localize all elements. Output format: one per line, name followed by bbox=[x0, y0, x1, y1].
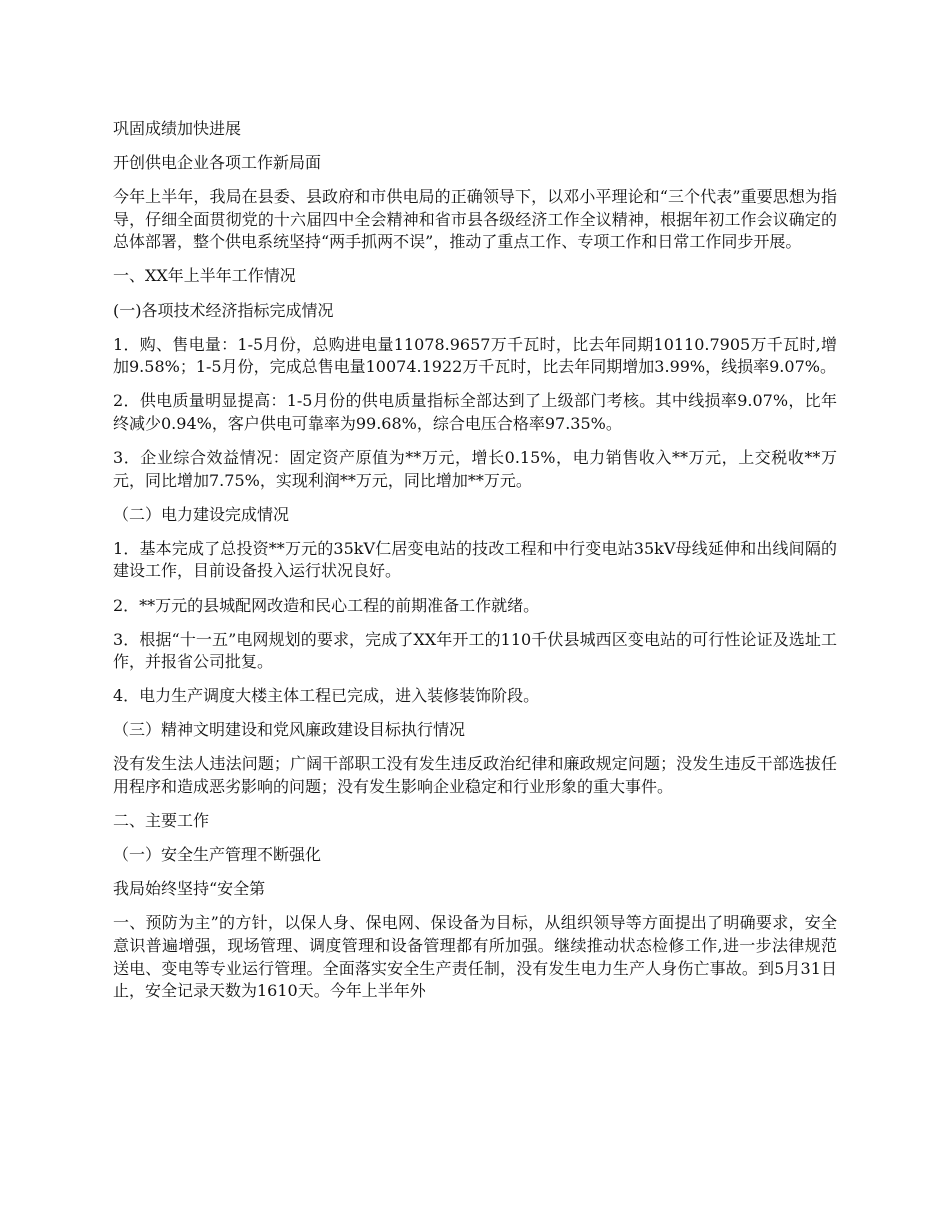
safety-paragraph: 一、预防为主”的方针，以保人身、保电网、保设备为目标，从组织领导等方面提出了明确要求，安全意识普遍增强，现场管理、调度管理和设备管理都有所加强。继续推动状态检修工作,进一步法律规范送电、变电等专业运行管理。全面落实安全生产责任制，没有发生电力生产人身伤亡事故。到5月31日止，安全记录天数为1610天。今年上半年外 bbox=[113, 913, 837, 1001]
list-item-benefits: 3．企业综合效益情况：固定资产原值为**万元，增长0.15%，电力销售收入**万元，上交税收**万元，同比增加7.75%，实现利润**万元，同比增加**万元。 bbox=[113, 448, 837, 490]
subsection-heading-2-1: （一）安全生产管理不断强化 bbox=[113, 845, 322, 865]
integrity-paragraph: 没有发生法人违法问题；广阔干部职工没有发生违反政治纪律和廉政规定问题；没发生违反干部选拔任用程序和造成恶劣影响的问题；没有发生影响企业稳定和行业形象的重大事件。 bbox=[113, 754, 837, 797]
list-item-construction-3: 3．根据“十一五”电网规划的要求，完成了XX年开工的110千伏县城西区变电站的可行性论证及选址工作，并报省公司批复。 bbox=[113, 629, 837, 672]
document-subtitle: 开创供电企业各项工作新局面 bbox=[113, 153, 322, 173]
list-item-construction-2: 2．**万元的县城配网改造和民心工程的前期准备工作就绪。 bbox=[113, 595, 540, 615]
list-item-power-volume: 1．购、售电量：1-5月份，总购进电量11078.9657万千瓦时，比去年同期10110.7905万千瓦时,增加9.58%；1-5月份，完成总售电量10074.1922万千瓦时，比去年同期增加3.99%，线损率9.07%。 bbox=[113, 334, 837, 377]
subsection-heading-1-2: （二）电力建设完成情况 bbox=[113, 504, 290, 524]
list-item-construction-1: 1．基本完成了总投资**万元的35kV仁居变电站的技改工程和中行变电站35kV母线延伸和出线间隔的建设工作，目前设备投入运行状况良好。 bbox=[113, 538, 837, 581]
section-heading-2: 二、主要工作 bbox=[113, 811, 210, 831]
document-page bbox=[113, 118, 837, 1014]
safety-intro-line: 我局始终坚持“安全第 bbox=[113, 879, 266, 899]
document-title: 巩固成绩加快进展 bbox=[113, 119, 242, 138]
subsection-heading-1-3: （三）精神文明建设和党风廉政建设目标执行情况 bbox=[113, 720, 466, 740]
list-item-supply-quality: 2．供电质量明显提高：1-5月份的供电质量指标全部达到了上级部门考核。其中线损率9.07%，比年终减少0.94%，客户供电可靠率为99.68%，综合电压合格率97.35%。 bbox=[113, 391, 837, 433]
section-heading-1: 一、XX年上半年工作情况 bbox=[113, 266, 296, 286]
intro-paragraph: 今年上半年，我局在县委、县政府和市供电局的正确领导下，以邓小平理论和“三个代表”重要思想为指导，仔细全面贯彻党的十六届四中全会精神和省市县各级经济工作全议精神，根据年初工作会议确定的总体部署，整个供电系统坚持“两手抓两不误”，推动了重点工作、专项工作和日常工作同步开展。 bbox=[113, 187, 837, 252]
subsection-heading-1-1: (一)各项技术经济指标完成情况 bbox=[113, 300, 334, 320]
list-item-construction-4: 4．电力生产调度大楼主体工程已完成，进入装修装饰阶段。 bbox=[113, 686, 540, 706]
